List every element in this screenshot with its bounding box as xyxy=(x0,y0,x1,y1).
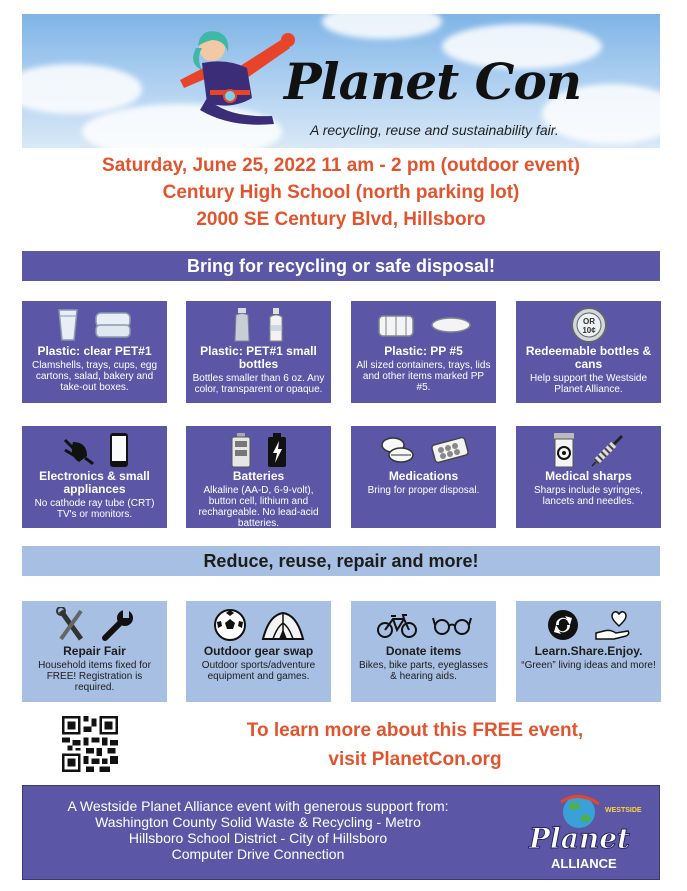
tile-repair-fair xyxy=(22,601,167,702)
tile-title: Batteries xyxy=(232,469,285,483)
pills-icon xyxy=(379,435,417,465)
tile-description: “Green” living ideas and more! xyxy=(521,660,656,671)
plug-icon xyxy=(61,434,95,466)
blister-pack-icon xyxy=(431,435,469,465)
phone-icon xyxy=(109,432,129,468)
tile-electronics xyxy=(22,426,167,528)
tile-batteries xyxy=(186,426,331,528)
tile-description: Clamshells, trays, cups, egg cartons, salad, bakery and take-out boxes. xyxy=(31,360,158,393)
tile-plastic-pp5 xyxy=(351,301,496,403)
tools-icon xyxy=(55,607,87,643)
event-venue: Century High School (north parking lot) xyxy=(162,182,520,203)
cup-icon xyxy=(57,308,79,342)
planet-con-logo: Planet Con xyxy=(284,52,582,111)
tile-learn-share-enjoy xyxy=(516,601,661,702)
deposit-label-text: OR xyxy=(582,317,595,326)
superhero-mascot-icon xyxy=(152,18,302,128)
tile-title: Redeemable bottles & cans xyxy=(525,344,652,371)
tile-description: Bring for proper disposal. xyxy=(367,485,480,496)
tile-description: All sized containers, trays, lids and other items marked PP #5. xyxy=(356,360,491,393)
tile-description: Sharps include syringes, lancets and needles. xyxy=(534,485,643,507)
tile-plastic-pet1-small-bottles xyxy=(186,301,331,403)
wrench-icon xyxy=(101,608,135,642)
tile-title: Repair Fair xyxy=(63,644,126,658)
tile-description: Household items fixed for FREE! Registration is required. xyxy=(38,660,151,693)
tile-title: Donate items xyxy=(385,644,462,658)
tent-icon xyxy=(261,609,305,641)
sponsor-line: Computer Drive Connection xyxy=(171,846,345,862)
logo-westside-text: WESTSIDE xyxy=(605,807,642,814)
lid-icon xyxy=(430,315,472,335)
recycle-section-heading: Bring for recycling or safe disposal! xyxy=(22,251,660,281)
tile-title: Outdoor gear swap xyxy=(203,644,314,658)
tile-title: Electronics & small appliances xyxy=(39,469,150,496)
soccer-ball-icon xyxy=(213,608,247,642)
sponsor-footer xyxy=(22,785,660,880)
sponsor-line: Hillsboro School District - City of Hillsboro xyxy=(128,830,388,846)
tile-medications xyxy=(351,426,496,528)
tile-title: Medical sharps xyxy=(545,469,632,483)
tile-description: Bikes, bike parts, eyeglasses & hearing aids. xyxy=(359,660,488,682)
tile-title: Plastic: PP #5 xyxy=(384,344,463,358)
biohazard-bin-icon xyxy=(552,432,576,468)
qr-code-icon[interactable] xyxy=(62,716,118,772)
tile-title: Plastic: PET#1 small bottles xyxy=(200,344,317,371)
tile-outdoor-gear-swap xyxy=(186,601,331,702)
tile-title: Plastic: clear PET#1 xyxy=(37,344,152,358)
logo-alliance-text: ALLIANCE xyxy=(551,856,617,871)
tile-medical-sharps xyxy=(516,426,661,528)
bicycle-icon xyxy=(376,611,418,639)
event-date: Saturday, June 25, 2022 11 am - 2 pm (outdoor event) xyxy=(102,155,580,176)
recycle-icon xyxy=(546,608,580,642)
deposit-label-icon xyxy=(570,306,608,344)
hand-heart-icon xyxy=(594,609,632,641)
tile-description: Help support the Westside Planet Alliance. xyxy=(529,373,648,395)
event-details xyxy=(22,152,660,233)
tile-description: Bottles smaller than 6 oz. Any color, transparent or opaque. xyxy=(192,373,325,395)
website-link[interactable]: visit PlanetCon.org xyxy=(328,749,502,770)
deposit-amount-text: 10¢ xyxy=(581,326,596,335)
battery-icon xyxy=(230,432,252,468)
eyeglasses-icon xyxy=(432,614,472,636)
bottle-icon xyxy=(266,307,286,343)
westside-planet-alliance-logo xyxy=(521,792,643,876)
tile-title: Learn.Share.Enjoy. xyxy=(534,644,643,658)
event-address: 2000 SE Century Blvd, Hillsboro xyxy=(196,209,486,230)
tile-plastic-clear-pet1 xyxy=(22,301,167,403)
sponsor-intro: A Westside Planet Alliance event with generous support from: xyxy=(67,798,449,814)
sponsor-line: Washington County Solid Waste & Recycling - Metro xyxy=(95,814,421,830)
learn-more-text: To learn more about this FREE event, xyxy=(246,720,584,741)
header-banner xyxy=(22,14,660,148)
tile-donate-items xyxy=(351,601,496,702)
tile-description: No cathode ray tube (CRT) TV's or monitors. xyxy=(34,498,155,520)
syringe-icon xyxy=(590,432,626,468)
tile-title: Medications xyxy=(388,469,459,483)
tile-description: Outdoor sports/adventure equipment and games. xyxy=(201,660,316,682)
clamshell-icon xyxy=(93,309,133,341)
tagline: A recycling, reuse and sustainability fair. xyxy=(310,122,559,138)
bottle-icon xyxy=(232,307,252,343)
reduce-section-heading: Reduce, reuse, repair and more! xyxy=(22,546,660,576)
logo-planet-text: Planet xyxy=(529,822,630,855)
container-icon xyxy=(376,312,416,338)
tile-description: Alkaline (AA-D, 6-9-volt), button cell, lithium and rechargeable. No lead-acid batteries. xyxy=(198,485,319,528)
battery-charge-icon xyxy=(266,432,288,468)
learn-more xyxy=(200,716,630,774)
tile-redeemable-bottles-cans xyxy=(516,301,661,403)
